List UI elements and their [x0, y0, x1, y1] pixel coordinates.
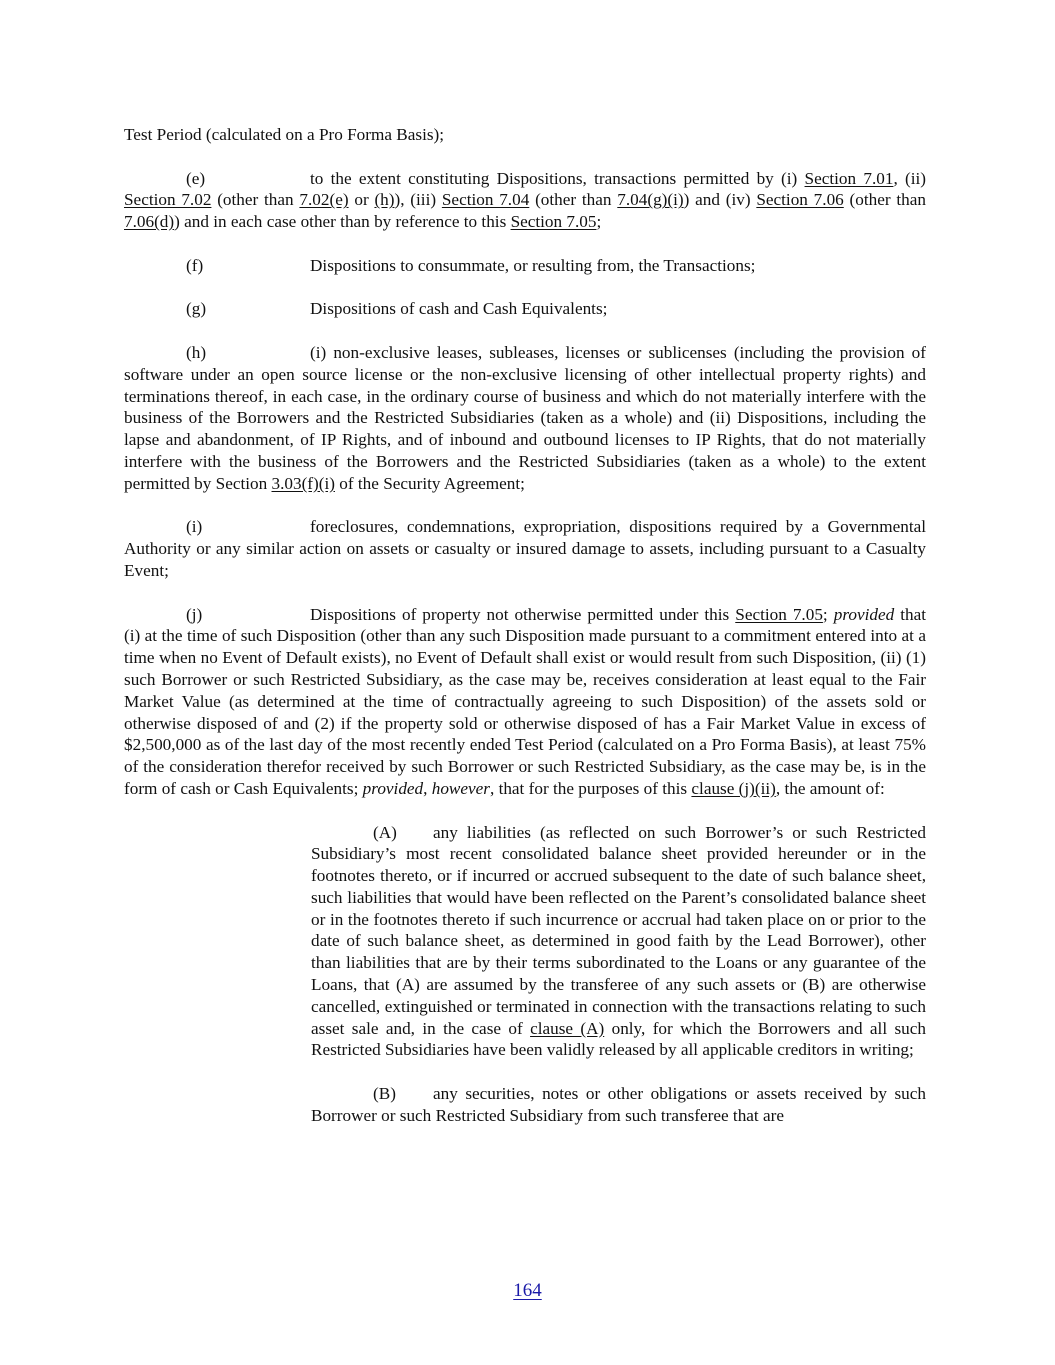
clause-g: (g) Dispositions of cash and Cash Equivalents; [124, 298, 926, 320]
clause-i: (i) foreclosures, condemnations, expropriation, dispositions required by a Governmental Authority or any similar action on assets or casualty or insured damage to assets, including pursuant to a Casualty Event; [124, 517, 926, 580]
clause-label: (f) [186, 255, 204, 275]
section-reference-link[interactable]: 7.02(e) [299, 190, 349, 210]
subclause-label: (B) [373, 1084, 396, 1104]
subclause-b: (B) any securities, notes or other obligations or assets received by such Borrower or such Restricted Subsidiary from such transferee that are [311, 1084, 926, 1125]
document-page [124, 124, 926, 1127]
section-reference-link[interactable]: (h) [374, 190, 395, 210]
subclause-label: (A) [373, 822, 397, 842]
section-reference-link[interactable]: 7.06(d) [124, 212, 175, 232]
page-number-link[interactable]: 164 [513, 1280, 542, 1301]
section-reference-link[interactable]: Section 7.05 [510, 212, 597, 232]
clause-j: (j) Dispositions of property not otherwise permitted under this Section 7.05; provided that (i) at the time of such Disposition (other than any such Disposition made pursuant to a commitment entered into at a time when no Event of Default exists), no Event of Default shall exist or would result from such Disposition, (ii) (1) such Borrower or such Restricted Subsidiary, as the case may be, receives consideration at least equal to the Fair Market Value (as determined at the time of contractually agreeing to such Disposition) of the assets sold or otherwise disposed of and (2) if the property sold or otherwise disposed of has a Fair Market Value in excess of $2,500,000 as of the last day of the most recently ended Test Period (calculated on a Pro Forma Basis), at least 75% of the consideration therefor received by such Borrower or such Restricted Subsidiary, as the case may be, is in the form of cash or Cash Equivalents; provided, however, that for the purposes of this clause (j)(ii), the amount of: [124, 604, 926, 798]
clause-label: (g) [186, 299, 207, 319]
emphasis-however: however [431, 778, 490, 798]
section-reference-link[interactable]: Section 7.06 [756, 190, 844, 210]
clause-label: (e) [186, 168, 206, 188]
subclause-a: (A) any liabilities (as reflected on such Borrower’s or such Restricted Subsidiary’s most recent consolidated balance sheet provided hereunder or in the footnotes thereto, or if incurred or accrued subsequent to the date of such balance sheet, such liabilities that would have been reflected on the Parent’s consolidated balance sheet or in the footnotes thereto if such incurrence or accrual had taken place on or prior to the date of such balance sheet, as determined in good faith by the Lead Borrower), other than liabilities that are by their terms subordinated to the Loans or any guarantee of the Loans, that (A) are assumed by the transferee of any such assets or (B) are otherwise cancelled, extinguished or terminated in connection with the transactions relating to such asset sale and, in the case of clause (A) only, for which the Borrowers and all such Restricted Subsidiaries have been validly released by all applicable creditors in writing; [311, 822, 926, 1060]
section-reference-link[interactable]: Section 7.01 [804, 168, 894, 188]
section-reference-link[interactable]: 3.03(f)(i) [271, 473, 335, 493]
section-reference-link[interactable]: Section 7.02 [124, 190, 212, 210]
clause-h: (h) (i) non-exclusive leases, subleases, licenses or sublicenses (including the provision of software under an open source license or the non-exclusive licensing of other intellectual property rights) and terminations thereof, in each case, in the ordinary course of business and which do not materially interfere with the business of the Borrowers and the Restricted Subsidiaries (taken as a whole) and (ii) Dispositions, including the lapse and abandonment, of IP Rights, and of inbound and outbound licenses to IP Rights, that do not materially interfere with the business of the Borrowers and the Restricted Subsidiaries (taken as a whole) to the extent permitted by Section 3.03(f)(i) of the Security Agreement; [124, 342, 926, 493]
section-reference-link[interactable]: Section 7.05 [735, 604, 823, 624]
clause-reference-link[interactable]: clause (A) [530, 1018, 605, 1038]
clause-label: (h) [186, 342, 207, 362]
emphasis-provided: provided [833, 604, 895, 624]
clause-e: (e) to the extent constituting Dispositions, transactions permitted by (i) Section 7.01, (ii) Section 7.02 (other than 7.02(e) or (h)), (iii) Section 7.04 (other than 7.04(g)(i)) and (iv) Section 7.06 (other than 7.06(d)) and in each case other than by reference to this Section 7.05; [124, 168, 926, 232]
continuation-text: Test Period (calculated on a Pro Forma Basis); [124, 125, 445, 144]
clause-label: (j) [186, 604, 203, 624]
clause-label: (i) [186, 517, 203, 537]
clause-reference-link[interactable]: clause (j)(ii) [691, 778, 776, 798]
section-reference-link[interactable]: 7.04(g)(i) [617, 190, 684, 210]
section-reference-link[interactable]: Section 7.04 [441, 190, 530, 210]
clause-f: (f) Dispositions to consummate, or resulting from, the Transactions; [124, 255, 926, 277]
emphasis-provided: provided [362, 778, 424, 798]
